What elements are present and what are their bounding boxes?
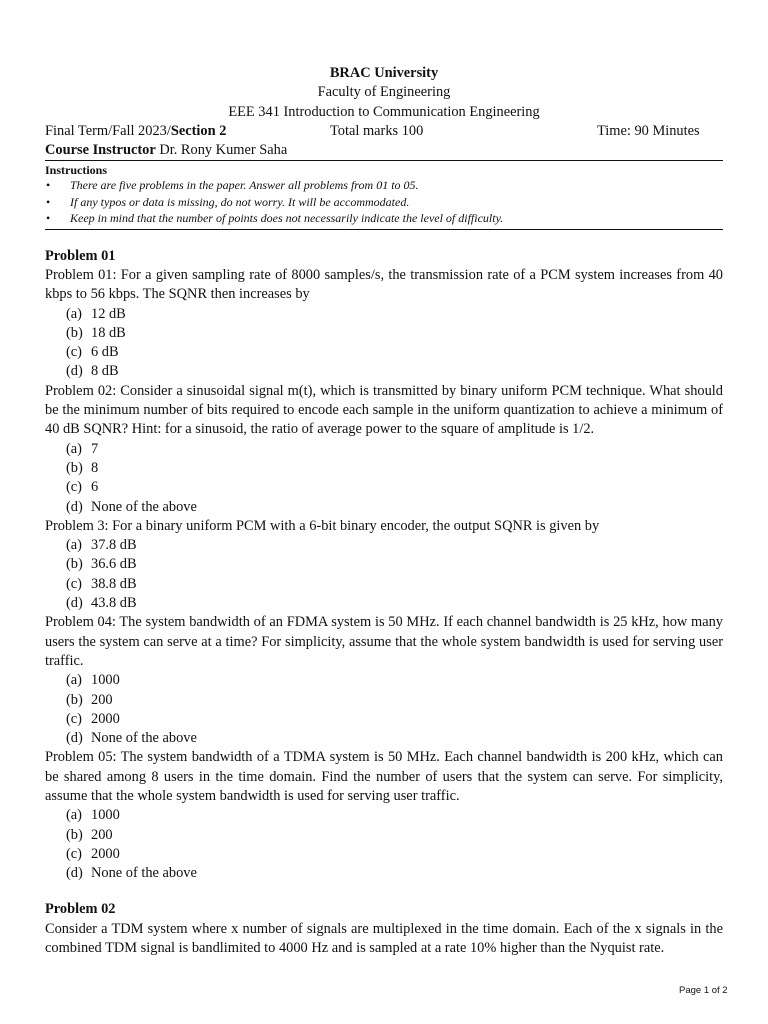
option-item — [66, 729, 723, 748]
option-item — [66, 536, 723, 555]
option-text: 36.6 dB — [91, 556, 137, 573]
option-item — [66, 324, 723, 343]
option-item — [66, 305, 723, 324]
question-text: Problem 02: Consider a sinusoidal signal m(t), which is transmitted by binary uniform PCM technique. What should be the minimum number of bits required to encode each sample in the uniform quantization to achieve a minimum of 40 dB SQNR? Hint: for a sinusoid, the ratio of average power to the square of amplitude is 1/2. — [45, 382, 723, 438]
option-label: (b) — [66, 459, 83, 476]
total-marks: Total marks 100 — [330, 122, 424, 139]
option-label: (c) — [66, 845, 82, 862]
option-list — [45, 806, 723, 883]
course-instructor — [45, 141, 723, 160]
option-text: 7 — [91, 440, 99, 457]
option-text: 1000 — [91, 672, 120, 689]
instructor-label: Course Instructor — [45, 141, 156, 158]
option-text: 38.8 dB — [91, 575, 137, 592]
option-text: 8 — [91, 459, 99, 476]
instruction-item: • If any typos or data is missing, do not worry. It will be accommodated. — [45, 194, 723, 211]
option-text: 8 dB — [91, 363, 119, 380]
time-limit: Time: 90 Minutes — [597, 122, 700, 139]
option-text: None of the above — [91, 865, 197, 882]
instructor-name: Dr. Rony Kumer Saha — [155, 141, 288, 158]
option-text: None of the above — [91, 498, 197, 515]
exam-page — [45, 64, 723, 958]
option-item — [66, 710, 723, 729]
term-text: Final Term/Fall 2023/ — [45, 122, 171, 139]
option-item — [66, 575, 723, 594]
option-label: (d) — [66, 865, 83, 882]
option-text: 43.8 dB — [91, 595, 137, 612]
question-text: Problem 01: For a given sampling rate of 8000 samples/s, the transmission rate of a PCM system increases from 40 kbps to 56 kbps. The SQNR then increases by — [45, 266, 723, 303]
option-list — [45, 440, 723, 517]
instructions-title: Instructions — [45, 163, 108, 178]
option-label: (b) — [66, 324, 83, 341]
option-list — [45, 305, 723, 382]
option-label: (c) — [66, 479, 82, 496]
exam-info-row — [45, 122, 723, 141]
option-text: 6 dB — [91, 344, 119, 361]
divider-bottom — [45, 229, 723, 230]
problem-02-text: Consider a TDM system where x number of signals are multiplexed in the time domain. Each of the x signals in the combined TDM signal is bandlimited to 4000 Hz and is sampled at a rate 10% higher than the Nyquist rate. — [45, 920, 723, 957]
option-item — [66, 498, 723, 517]
question-text: Problem 04: The system bandwidth of an FDMA system is 50 MHz. If each channel bandwidth is 25 kHz, how many users the system can serve at a time? For simplicity, assume that the whole system bandwidth is used for serving user traffic. — [45, 614, 723, 669]
option-list — [45, 671, 723, 748]
option-item — [66, 826, 723, 845]
option-label: (c) — [66, 710, 82, 727]
option-label: (a) — [66, 672, 82, 689]
option-label: (b) — [66, 826, 83, 843]
problem-02-title: Problem 02 — [45, 901, 116, 918]
question-text: Problem 3: For a binary uniform PCM with a 6-bit binary encoder, the output SQNR is given by — [45, 517, 600, 534]
option-label: (a) — [66, 537, 82, 554]
option-label: (b) — [66, 691, 83, 708]
option-item — [66, 440, 723, 459]
page-number: Page 1 of 2 — [679, 985, 728, 996]
course-title: EEE 341 Introduction to Communication Engineering — [228, 103, 540, 120]
option-text: 200 — [91, 826, 113, 843]
option-item — [66, 845, 723, 864]
option-text: 1000 — [91, 807, 120, 824]
instruction-item: • Keep in mind that the number of points does not necessarily indicate the level of difficulty. — [45, 210, 723, 227]
option-item — [66, 806, 723, 825]
option-text: 18 dB — [91, 324, 126, 341]
instruction-item: • There are five problems in the paper. Answer all problems from 01 to 05. — [45, 177, 723, 194]
problem-01-title: Problem 01 — [45, 247, 116, 264]
option-label: (b) — [66, 556, 83, 573]
option-label: (c) — [66, 344, 82, 361]
divider-top — [45, 160, 723, 161]
option-item — [66, 594, 723, 613]
option-label: (d) — [66, 595, 83, 612]
option-text: 6 — [91, 479, 99, 496]
option-text: 12 dB — [91, 305, 126, 322]
university-name: BRAC University — [329, 65, 439, 81]
option-item — [66, 864, 723, 883]
instructions-list — [45, 177, 723, 227]
option-label: (a) — [66, 440, 82, 457]
option-item — [66, 671, 723, 690]
option-label: (d) — [66, 363, 83, 380]
option-item — [66, 343, 723, 362]
option-list — [45, 536, 723, 613]
option-label: (d) — [66, 730, 83, 747]
question-text: Problem 05: The system bandwidth of a TDMA system is 50 MHz. Each channel bandwidth is 200 kHz, which can be shared among 8 users in the time domain. Find the number of users that the system can serve. For simplicity, assume that the whole system bandwidth is used for serving user traffic. — [45, 749, 723, 804]
option-label: (d) — [66, 498, 83, 515]
option-item — [66, 478, 723, 497]
option-text: 37.8 dB — [91, 537, 137, 554]
term-section — [45, 122, 226, 141]
option-item — [66, 691, 723, 710]
option-text: 2000 — [91, 845, 120, 862]
option-item — [66, 459, 723, 478]
option-item — [66, 555, 723, 574]
section-text: Section 2 — [170, 122, 227, 139]
option-text: 2000 — [91, 710, 120, 727]
option-label: (c) — [66, 575, 82, 592]
option-item — [66, 362, 723, 381]
option-text: 200 — [91, 691, 113, 708]
faculty-name: Faculty of Engineering — [317, 84, 451, 101]
option-label: (a) — [66, 807, 82, 824]
option-text: None of the above — [91, 730, 197, 747]
option-label: (a) — [66, 305, 82, 322]
